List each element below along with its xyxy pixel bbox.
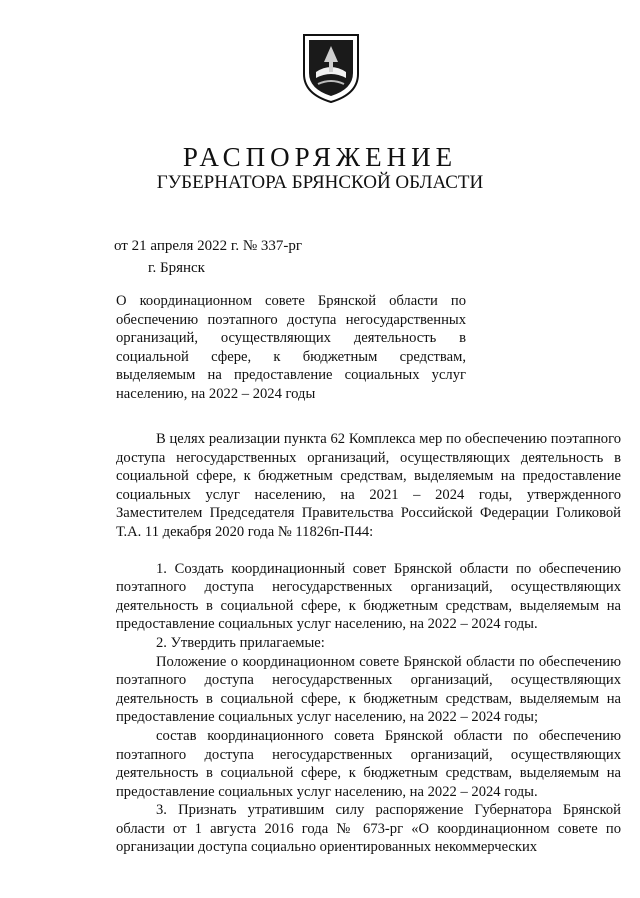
item-1-paragraph: 1. Создать координационный совет Брянской области по обеспечению поэтапного доступа негосударственных организаций, осуществляющих деятельность в социальной сфере, к бюджетным средствам, выделяемым на предоставление социальных услуг населению, на 2022 – 2024 годы. xyxy=(116,560,621,633)
item-2a-paragraph: Положение о координационном совете Брянской области по обеспечению поэтапного доступа негосударственных организаций, осуществляющих деятельность в социальной сфере, к бюджетным средствам, выделяемым на предоставление социальных услуг населению, на 2022 – 2024 годы; xyxy=(116,653,621,726)
document-title: РАСПОРЯЖЕНИЕ xyxy=(182,142,458,172)
document-subject: О координационном совете Брянской области по обеспечению поэтапного доступа негосударственных организаций, осуществляющих деятельность в социальной сфере, к бюджетным средствам, выделяемым на предоставление социальных услуг населению, на 2022 – 2024 годы xyxy=(116,293,466,402)
issuer-title: ГУБЕРНАТОРА БРЯНСКОЙ ОБЛАСТИ xyxy=(156,172,484,193)
item-2b-paragraph: состав координационного совета Брянской области по обеспечению поэтапного доступа негосударственных организаций, осуществляющих деятельность в социальной сфере, к бюджетным средствам, выделяемым на предоставление социальных услуг населению, на 2022 – 2024 годы. xyxy=(116,727,621,800)
preamble-paragraph: В целях реализации пункта 62 Комплекса мер по обеспечению поэтапного доступа негосударственных организаций, осуществляющих деятельность в социальной сфере, к бюджетным средствам, выделяемым на предоставление социальных услуг населению, на 2021 – 2024 годы, утвержденного Заместителем Председателя Правительства Российской Федерации Голиковой Т.А. 11 декабря 2020 года № 11826п-П44: xyxy=(116,431,621,540)
coat-of-arms-icon xyxy=(300,32,362,104)
date-and-number: от 21 апреля 2022 г. № 337-рг xyxy=(114,238,303,254)
city: г. Брянск xyxy=(148,260,205,276)
item-2-paragraph: 2. Утвердить прилагаемые: xyxy=(156,634,325,651)
document-body xyxy=(116,430,621,857)
item-3-paragraph: 3. Признать утратившим силу распоряжение Губернатора Брянской области от 1 августа 2016 года № 673-рг «О координационном совете по организации доступа социально ориентированных некоммерческих xyxy=(116,802,621,856)
